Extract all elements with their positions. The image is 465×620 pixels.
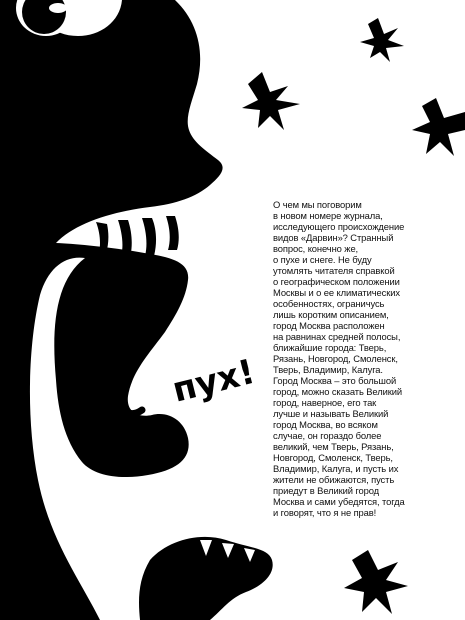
snowflake-4 <box>344 550 408 614</box>
article-line: лишь коротким описанием, <box>273 309 389 320</box>
article-line: О чем мы поговорим <box>273 199 362 210</box>
article-line: Рязань, Новгород, Смоленск, <box>273 353 398 364</box>
eye-highlight <box>49 3 67 13</box>
article-line: утомлять читателя справкой <box>273 265 395 276</box>
article-line: город, можно сказать Великий <box>273 386 402 397</box>
article-line: город Москва расположен <box>273 320 385 331</box>
article-line: на равнинах средней полосы, <box>273 331 401 342</box>
article-line: Тверь, Владимир, Калуга. <box>273 364 383 375</box>
monster-head <box>0 0 223 620</box>
snowflake-1 <box>360 18 404 62</box>
exclamation-group <box>169 352 259 411</box>
article-line: приедут в Великий город <box>273 485 380 496</box>
article-text <box>273 199 443 518</box>
article-line: город Москва, во всяком <box>273 419 378 430</box>
article-line: Москвы и о ее климатических <box>273 287 400 298</box>
article-line: о географическом положении <box>273 276 400 287</box>
article-line: исследующего происхождение <box>273 221 405 232</box>
article-line: о пухе и снеге. Не буду <box>273 254 372 265</box>
article-line: ближайшие города: Тверь, <box>273 342 387 353</box>
article-line: Владимир, Калуга, и пусть их <box>273 463 399 474</box>
article-line: великий, чем Тверь, Рязань, <box>273 441 394 452</box>
article-line: случае, он гораздо более <box>273 430 382 441</box>
article-line: Город Москва – это большой <box>273 375 397 386</box>
article-line: в новом номере журнала, <box>273 210 383 221</box>
article-line: и говорят, что я не прав! <box>273 507 377 518</box>
article-line: город, наверное, его так <box>273 397 377 408</box>
article-line: видов «Дарвин»? Странный <box>273 232 394 243</box>
article-line: лучше и называть Великий <box>273 408 389 419</box>
snowflake-3 <box>412 98 465 156</box>
snowflake-2 <box>242 72 300 130</box>
exclamation-text: пух! <box>168 351 259 411</box>
article-line: особенностях, ограничусь <box>273 298 385 309</box>
article-line: жители не обижаются, пусть <box>273 474 395 485</box>
article-line: вопрос, конечно же, <box>273 243 359 254</box>
article-line: Новгород, Смоленск, Тверь, <box>273 452 393 463</box>
article-line: Москва и сами убедятся, тогда <box>273 496 405 507</box>
